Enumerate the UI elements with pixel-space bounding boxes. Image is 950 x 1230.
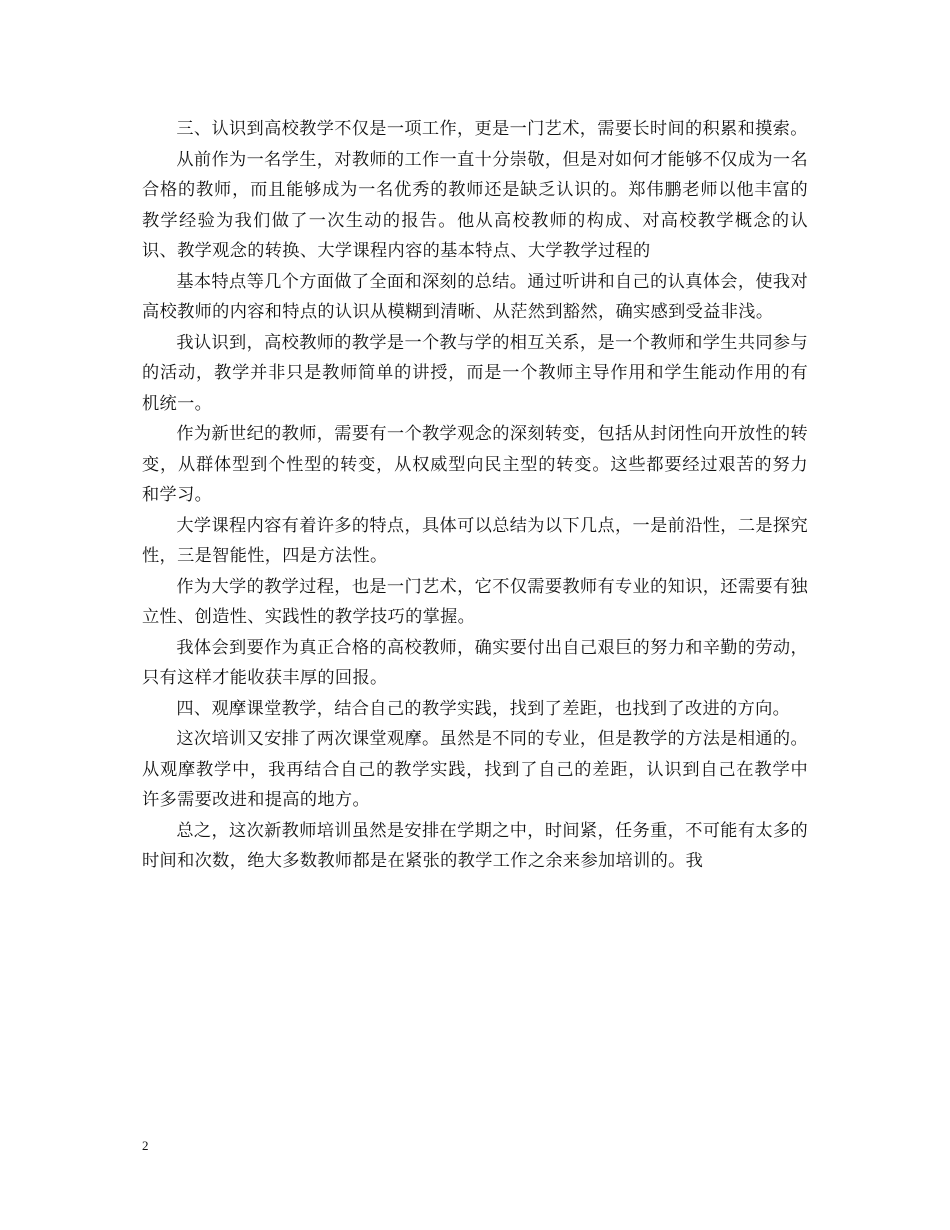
body-paragraph: 总之，这次新教师培训虽然是安排在学期之中，时间紧，任务重，不可能有太多的时间和次数，绝大多数教师都是在紧张的教学工作之余来参加培训的。我	[142, 820, 808, 871]
body-paragraph: 我认识到，高校教师的教学是一个教与学的相互关系，是一个教师和学生共同参与的活动，教学并非只是教师简单的讲授，而是一个教师主导作用和学生能动作用的有机统一。	[142, 332, 808, 414]
section-heading-four: 四、观摩课堂教学，结合自己的教学实践，找到了差距，也找到了改进的方向。	[176, 698, 791, 719]
body-paragraph: 大学课程内容有着许多的特点，具体可以总结为以下几点，一是前沿性，二是探究性，三是智能性，四是方法性。	[142, 515, 808, 566]
body-paragraph: 作为大学的教学过程，也是一门艺术，它不仅需要教师有专业的知识，还需要有独立性、创造性、实践性的教学技巧的掌握。	[142, 576, 808, 627]
body-paragraph: 从前作为一名学生，对教师的工作一直十分崇敬，但是对如何才能够不仅成为一名合格的教师，而且能够成为一名优秀的教师还是缺乏认识的。郑伟鹏老师以他丰富的教学经验为我们做了一次生动的报告。他从高校教师的构成、对高校教学概念的认识、教学观念的转换、大学课程内容的基本特点、大学教学过程的	[142, 149, 808, 261]
page-number: 2	[142, 1138, 149, 1153]
document-body	[142, 114, 808, 877]
body-paragraph: 我体会到要作为真正合格的高校教师，确实要付出自己艰巨的努力和辛勤的劳动，只有这样才能收获丰厚的回报。	[142, 637, 808, 688]
section-heading-three: 三、认识到高校教学不仅是一项工作，更是一门艺术，需要长时间的积累和摸索。	[176, 119, 808, 139]
body-paragraph: 作为新世纪的教师，需要有一个教学观念的深刻转变，包括从封闭性向开放性的转变，从群体型到个性型的转变，从权威型向民主型的转变。这些都要经过艰苦的努力和学习。	[142, 424, 808, 505]
body-paragraph: 这次培训又安排了两次课堂观摩。虽然是不同的专业，但是教学的方法是相通的。从观摩教学中，我再结合自己的教学实践，找到了自己的差距，认识到自己在教学中许多需要改进和提高的地方。	[142, 729, 808, 810]
body-paragraph: 基本特点等几个方面做了全面和深刻的总结。通过听讲和自己的认真体会，使我对高校教师的内容和特点的认识从模糊到清晰、从茫然到豁然，确实感到受益非浅。	[142, 271, 808, 322]
